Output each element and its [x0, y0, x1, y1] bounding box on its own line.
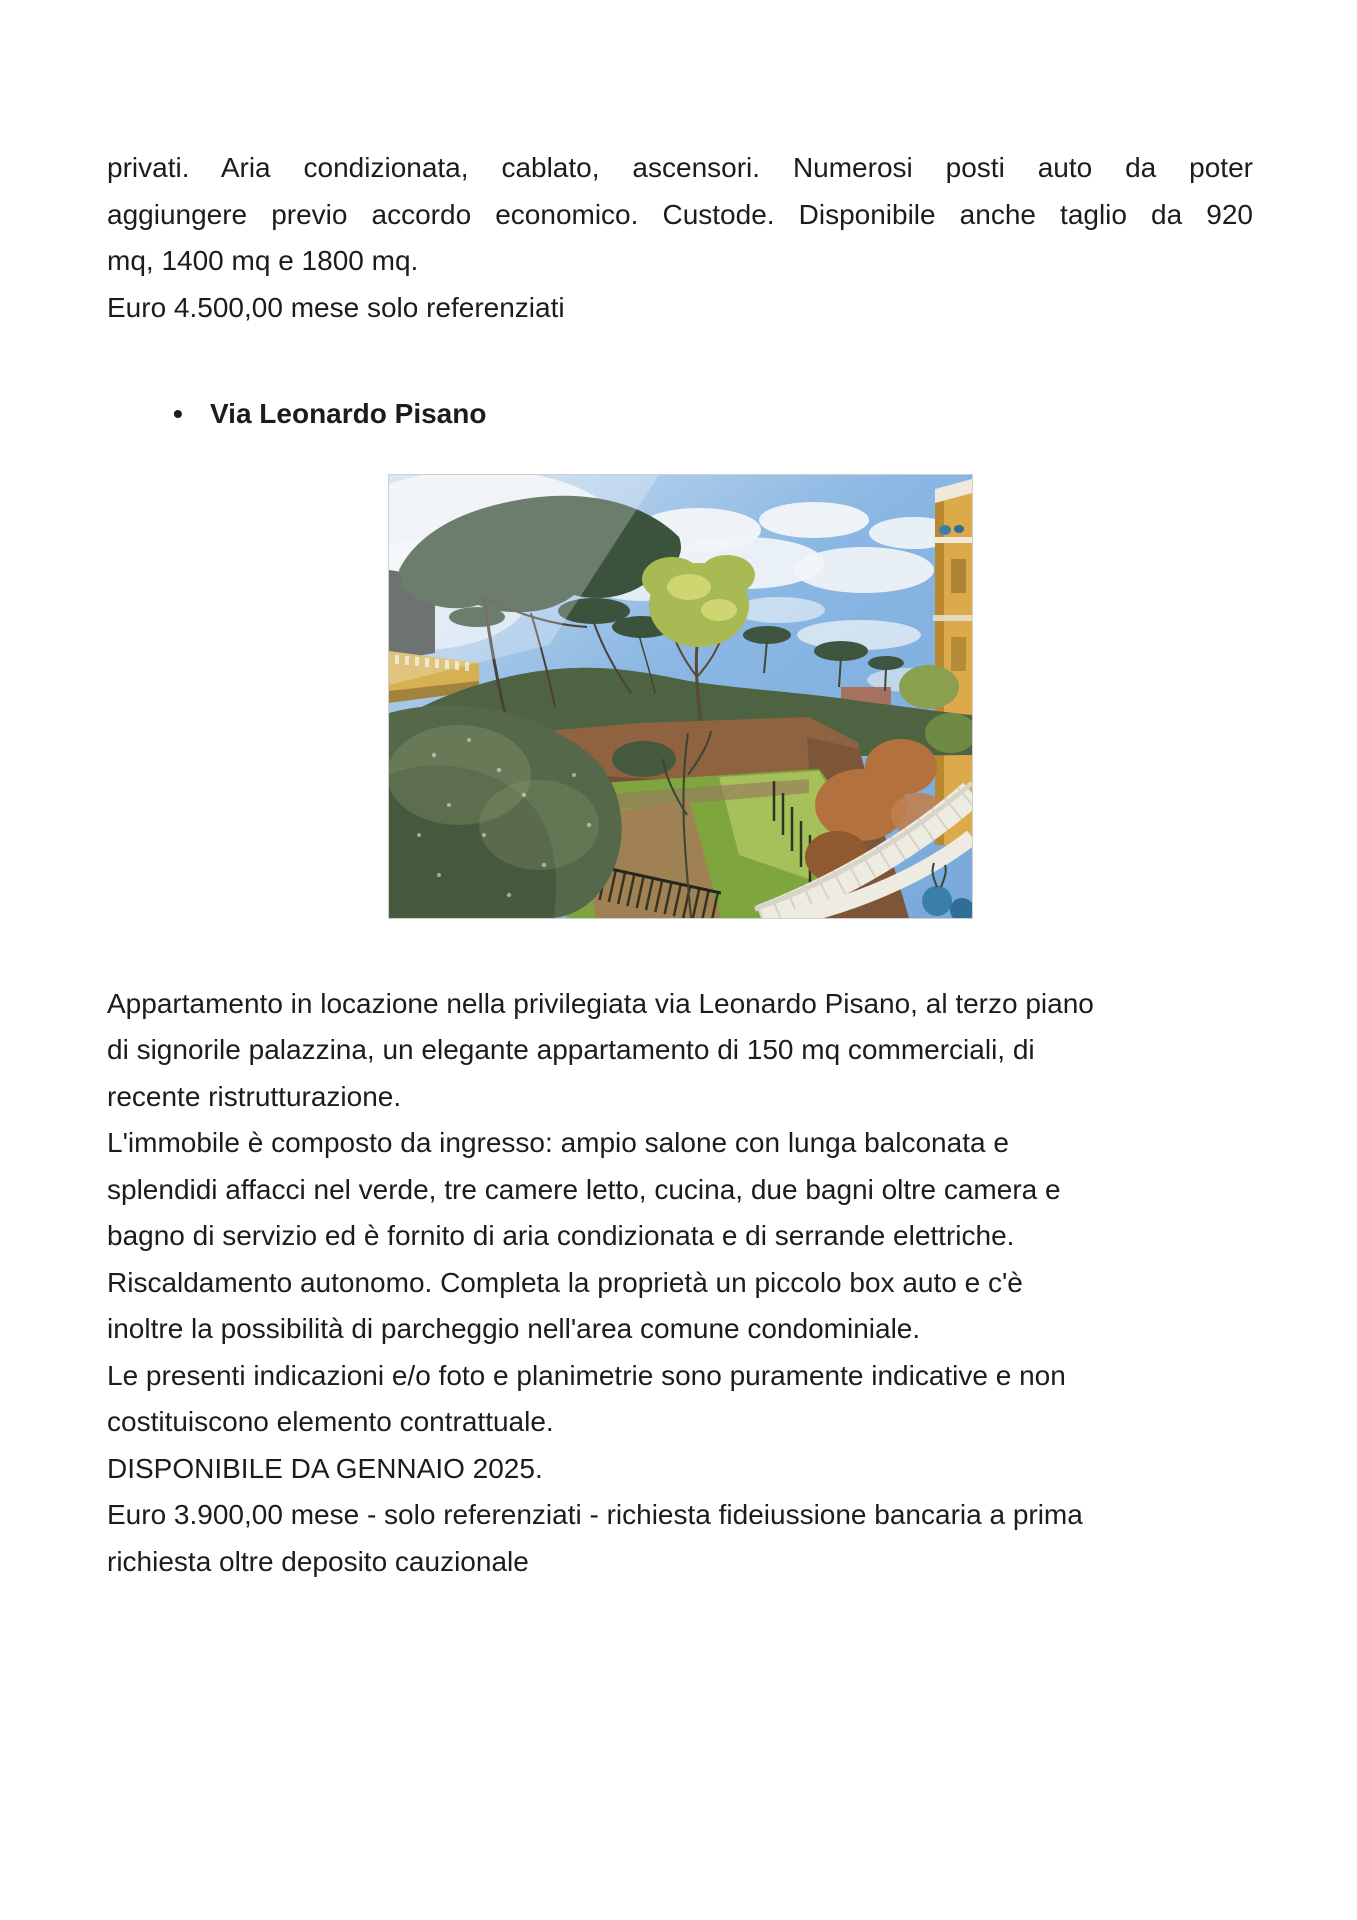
text-line: bagno di servizio ed è fornito di aria condizionata e di serrande elettriche. — [107, 1220, 1015, 1251]
text-line: Le presenti indicazioni e/o foto e planimetrie sono puramente indicative e non — [107, 1359, 1066, 1391]
text-line: costituiscono elemento contrattuale. — [107, 1406, 554, 1437]
bullet-icon: • — [173, 398, 183, 429]
text-line: inoltre la possibilità di parcheggio nell'area comune condominiale. — [107, 1313, 921, 1344]
text-line: recente ristrutturazione. — [107, 1080, 402, 1112]
text-line: aggiungere previo accordo economico. Custode. Disponibile anche taglio da 920 — [107, 198, 1253, 230]
price-line-continued: richiesta oltre deposito cauzionale — [107, 1545, 529, 1577]
price-line: Euro 4.500,00 mese solo referenziati — [107, 291, 565, 323]
price-line: Euro 3.900,00 mese - solo referenziati - richiesta fideiussione bancaria a prima — [107, 1499, 1083, 1530]
text-line: mq, 1400 mq e 1800 mq. — [107, 245, 419, 276]
garden-view-illustration — [389, 475, 972, 918]
text-line: L'immobile è composto da ingresso: ampio salone con lunga balconata e — [107, 1127, 1009, 1158]
text-line: splendidi affacci nel verde, tre camere letto, cucina, due bagni oltre camera e — [107, 1173, 1061, 1205]
listing-photo — [388, 474, 973, 919]
intro-paragraph — [107, 145, 1253, 331]
text-line: privati. Aria condizionata, cablato, ascensori. Numerosi posti auto da poter — [107, 152, 1253, 183]
text-column — [107, 145, 1253, 1585]
availability-line: DISPONIBILE DA GENNAIO 2025. — [107, 1452, 543, 1484]
listing-title: Via Leonardo Pisano — [210, 398, 487, 429]
description-paragraphs — [107, 981, 1253, 1586]
text-line: Riscaldamento autonomo. Completa la proprietà un piccolo box auto e c'è — [107, 1266, 1023, 1298]
bullet-list-item — [107, 391, 1253, 438]
text-line: Appartamento in locazione nella privilegiata via Leonardo Pisano, al terzo piano — [107, 987, 1094, 1019]
text-line: di signorile palazzina, un elegante appartamento di 150 mq commerciali, di — [107, 1034, 1035, 1065]
